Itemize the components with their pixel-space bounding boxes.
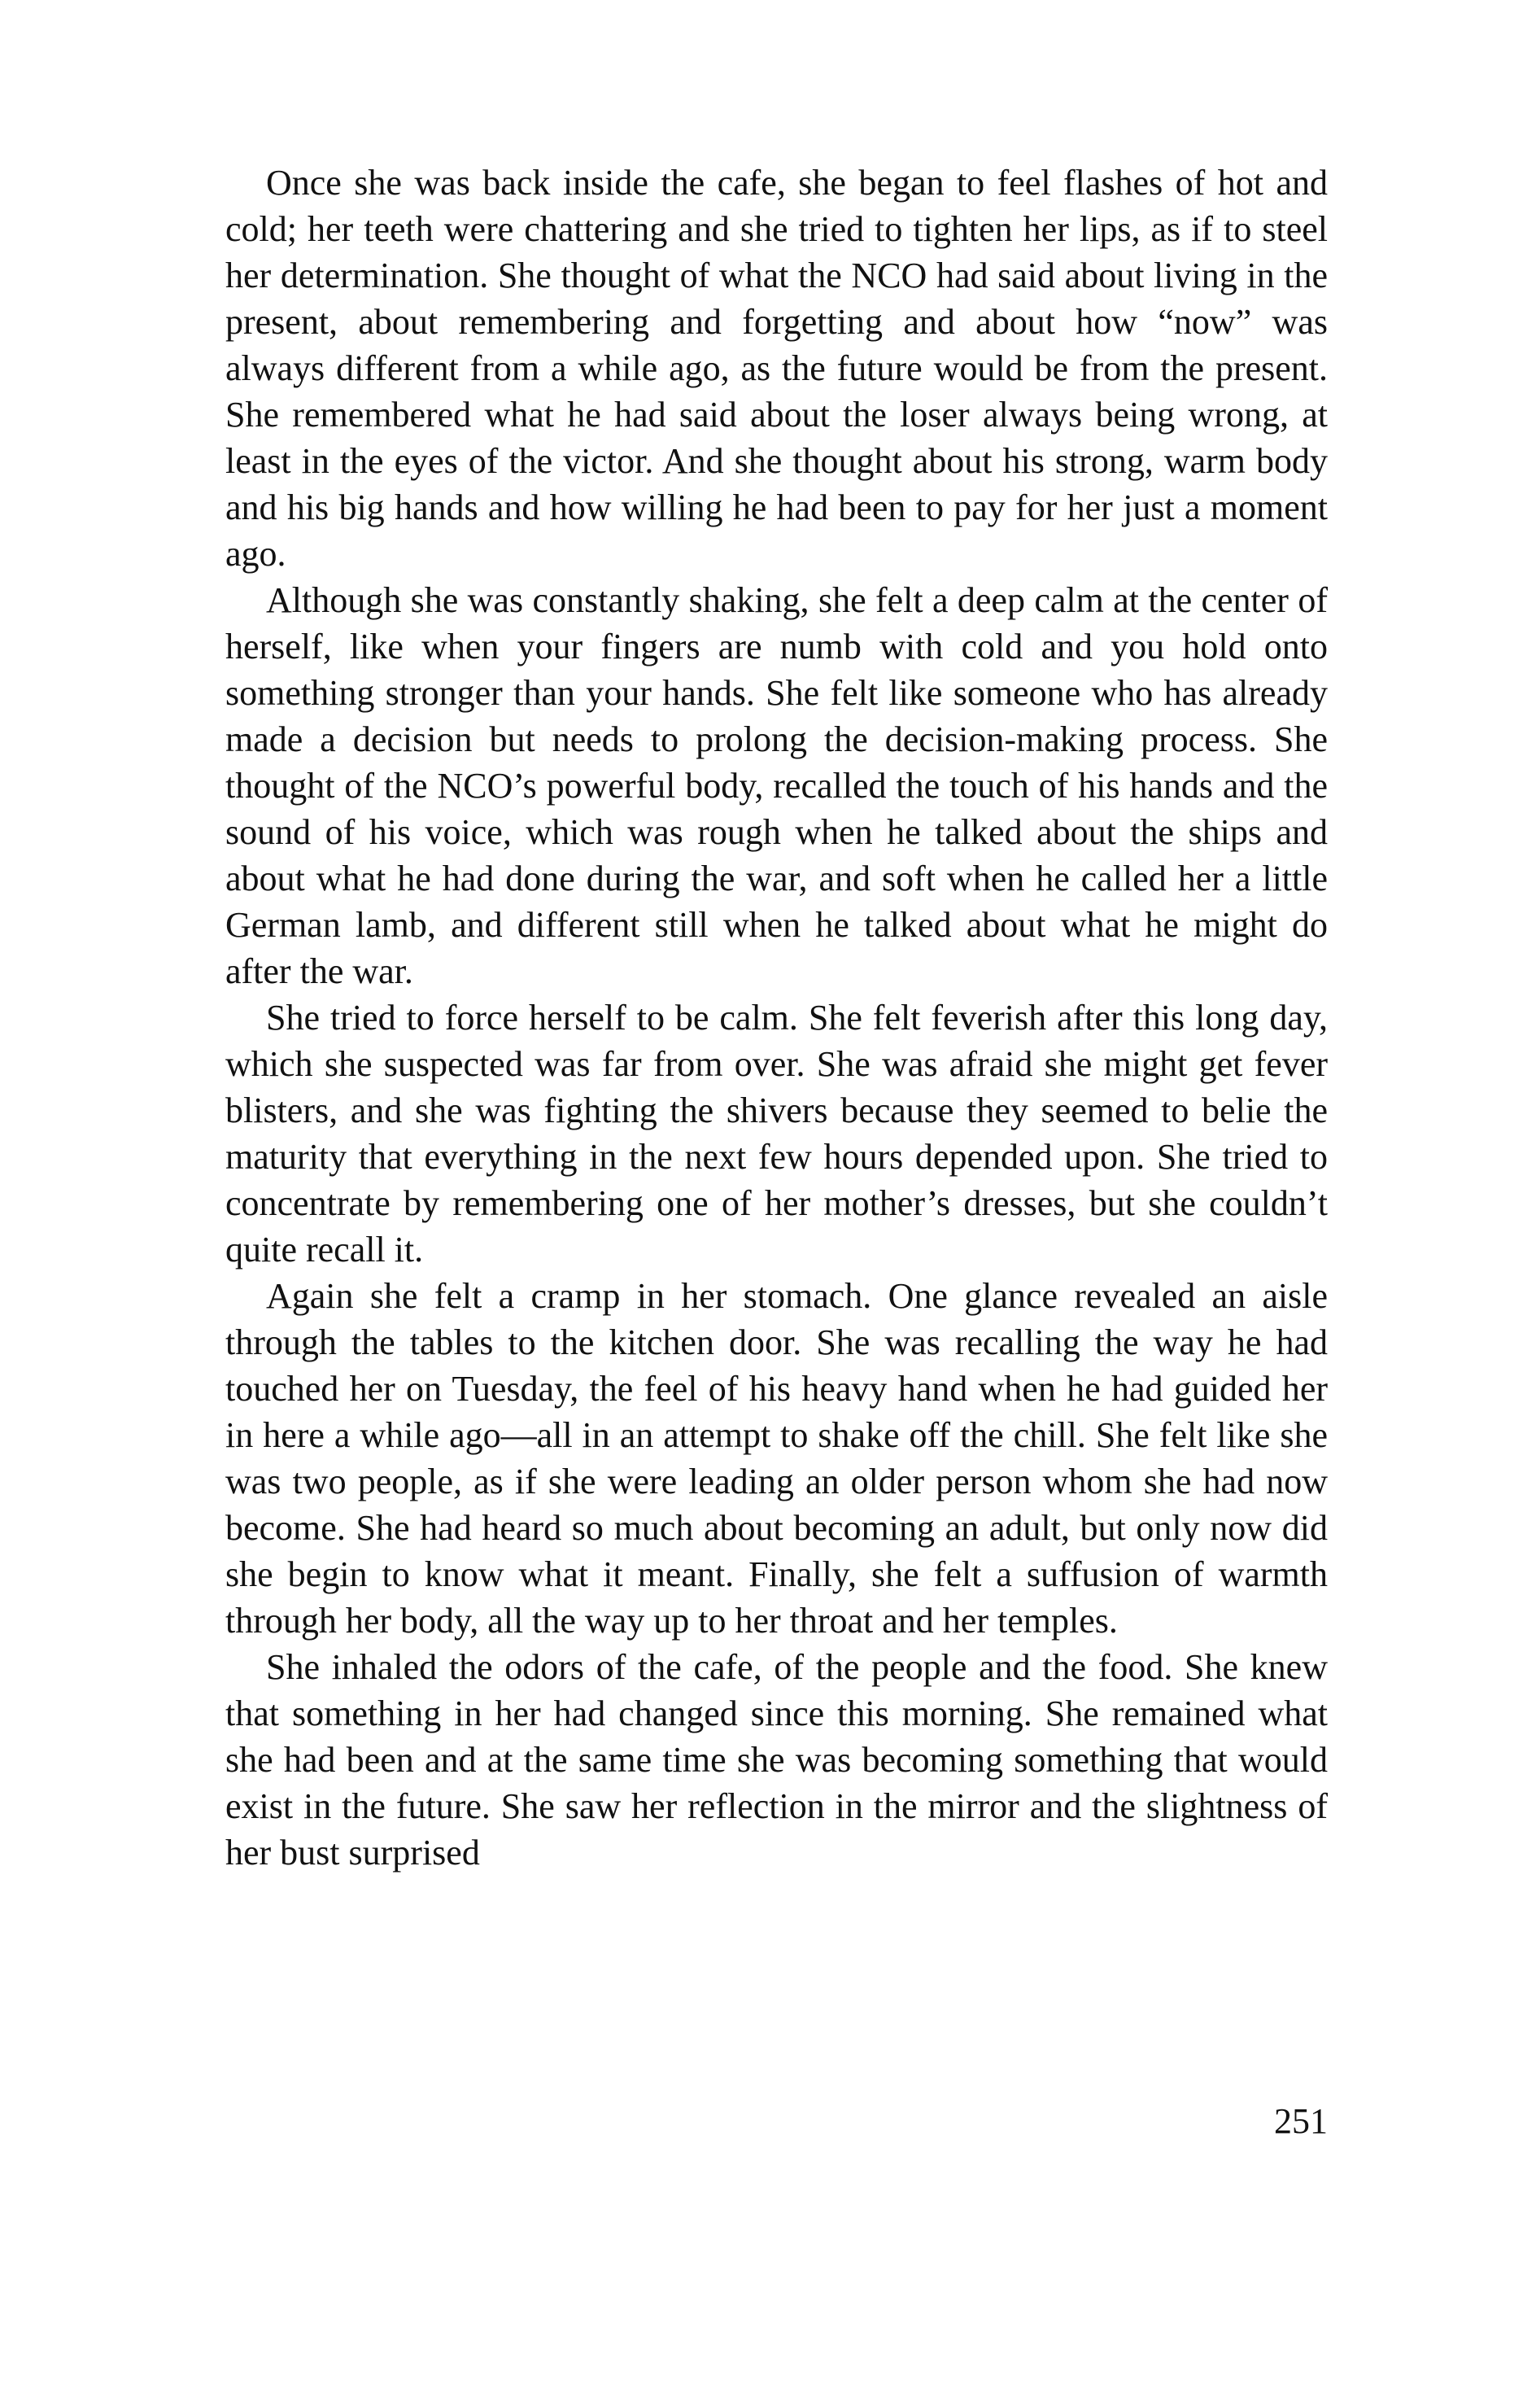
- paragraph-5: She inhaled the odors of the cafe, of the people and the food. She knew that something in her had changed since this morning. She remained what she had been and at the same time she was becoming something that would exist in the future. She saw her reflection in the mirror and the slightness of her bust surprised: [225, 1647, 1328, 1873]
- paragraph-1: Once she was back inside the cafe, she began to feel flashes of hot and cold; her teeth were chattering and she tried to tighten her lips, as if to steel her determination. She thought of what the NCO had said about living in the present, about remembering and forgetting and about how “now” was always different from a while ago, as the future would be from the present. She remembered what he had said about the loser always being wrong, at least in the eyes of the victor. And she thought about his strong, warm body and his big hands and how willing he had been to pay for her just a moment ago.: [225, 163, 1328, 574]
- paragraph-4: Again she felt a cramp in her stomach. One glance revealed an aisle through the tables to the kitchen door. She was recalling the way he had touched her on Tuesday, the feel of his heavy hand when he had guided her in here a while ago—all in an attempt to shake off the chill. She felt like she was two people, as if she were leading an older person whom she had now become. She had heard so much about becoming an adult, but only now did she begin to know what it meant. Finally, she felt a suffusion of warmth through her body, all the way up to her throat and her temples.: [225, 1276, 1328, 1641]
- body-text: [225, 160, 1328, 1876]
- paragraph-2: Although she was constantly shaking, she felt a deep calm at the center of herself, like when your fingers are numb with cold and you hold onto something stronger than your hands. She felt like someone who has already made a decision but needs to prolong the decision-making process. She thought of the NCO’s powerful body, recalled the touch of his hands and the sound of his voice, which was rough when he talked about the ships and about what he had done during the war, and soft when he called her a little German lamb, and different still when he talked about what he might do after the war.: [225, 580, 1328, 991]
- page-number: 251: [1274, 2101, 1328, 2141]
- paragraph-3: She tried to force herself to be calm. She felt feverish after this long day, which she suspected was far from over. She was afraid she might get fever blisters, and she was fighting the shivers because they seemed to belie the maturity that everything in the next few hours depended upon. She tried to concentrate by remembering one of her mother’s dresses, but she couldn’t quite recall it.: [225, 998, 1328, 1270]
